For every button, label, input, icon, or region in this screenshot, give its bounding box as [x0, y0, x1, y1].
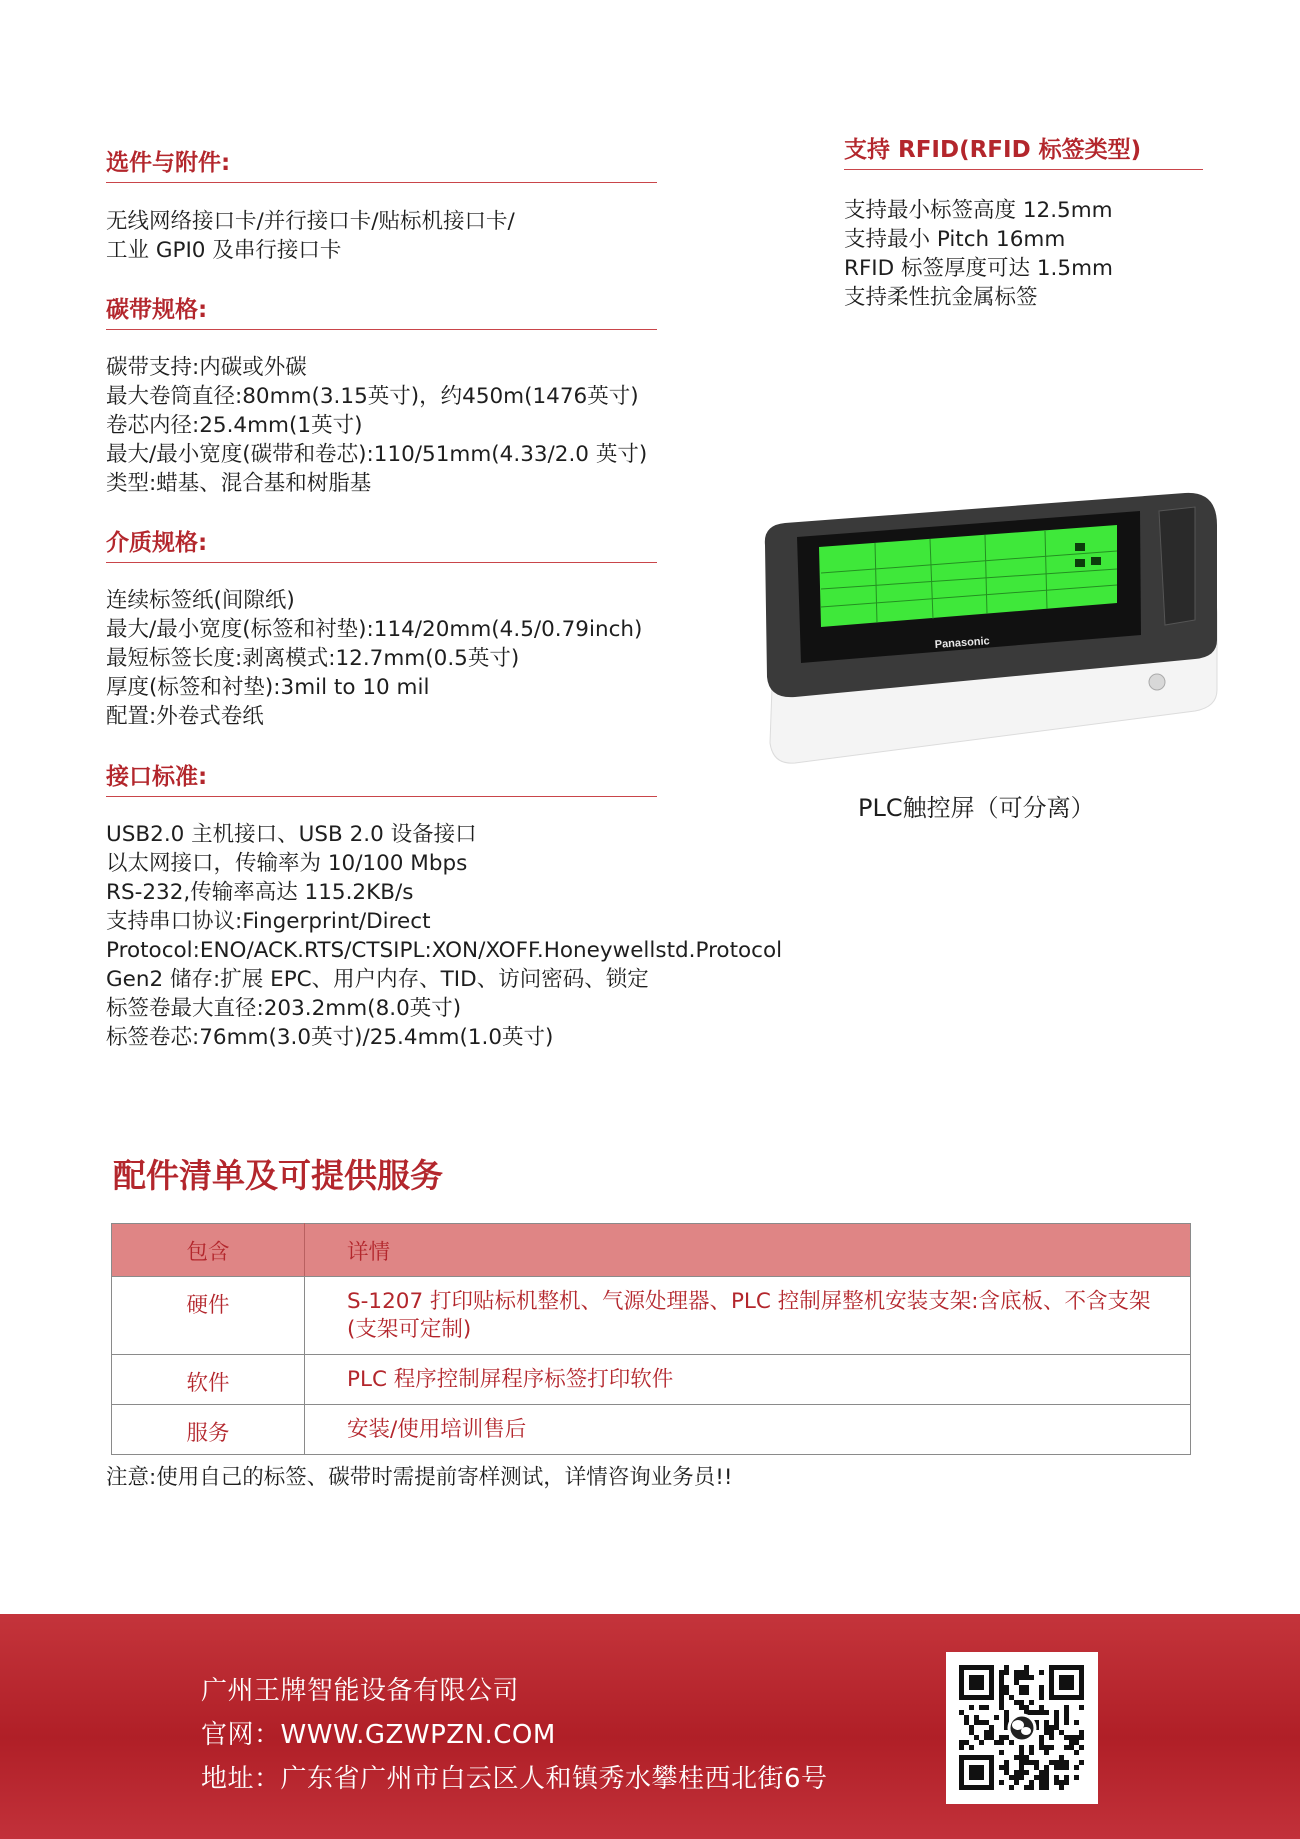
ribbon-line: 卷芯内径:25.4mm(1英寸) — [106, 413, 363, 438]
table-header-row — [112, 1224, 1191, 1277]
accessories-note: 注意:使用自己的标签、碳带时需提前寄样测试，详情咨询业务员!! — [106, 1465, 733, 1490]
options-line: 工业 GPI0 及串行接口卡 — [106, 238, 342, 263]
interface-line: USB2.0 主机接口、USB 2.0 设备接口 — [106, 822, 477, 847]
interface-section-title: 接口标准: — [106, 762, 657, 797]
wechat-qr-code — [946, 1652, 1098, 1804]
ribbon-line: 碳带支持:内碳或外碳 — [106, 355, 307, 380]
interface-line: 支持串口协议:Fingerprint/Direct — [106, 909, 431, 934]
media-line: 最短标签长度:剥离模式:12.7mm(0.5英寸) — [106, 646, 520, 671]
accessories-table — [111, 1223, 1191, 1455]
media-line: 最大/最小宽度(标签和衬垫):114/20mm(4.5/0.79inch) — [106, 617, 643, 642]
accessories-title: 配件清单及可提供服务 — [113, 1156, 443, 1195]
table-cell-detail: PLC 程序控制屏程序标签打印软件 — [305, 1355, 1191, 1405]
media-section-body — [106, 586, 642, 731]
table-row — [112, 1277, 1191, 1355]
footer-banner — [0, 1614, 1300, 1839]
footer-website: 官网：WWW.GZWPZN.COM — [201, 1720, 556, 1750]
interface-line: 标签卷芯:76mm(3.0英寸)/25.4mm(1.0英寸) — [106, 1025, 554, 1050]
media-line: 连续标签纸(间隙纸) — [106, 588, 295, 613]
interface-line: 标签卷最大直径:203.2mm(8.0英寸) — [106, 996, 462, 1021]
interface-line: Gen2 储存:扩展 EPC、用户内存、TID、访问密码、锁定 — [106, 967, 649, 992]
media-line: 厚度(标签和衬垫):3mil to 10 mil — [106, 675, 430, 700]
device-caption: PLC触控屏（可分离） — [858, 794, 1095, 822]
interface-line: 以太网接口，传输率为 10/100 Mbps — [106, 851, 468, 876]
table-header-details: 详情 — [305, 1224, 1191, 1277]
qr-code-pattern — [946, 1652, 1098, 1804]
rfid-section-body — [844, 196, 1113, 312]
table-row — [112, 1355, 1191, 1405]
ribbon-section-body — [106, 353, 647, 498]
media-line: 配置:外卷式卷纸 — [106, 704, 264, 729]
table-row — [112, 1405, 1191, 1455]
ribbon-line: 类型:蜡基、混合基和树脂基 — [106, 471, 372, 496]
interface-line: RS-232,传输率高达 115.2KB/s — [106, 880, 414, 905]
footer-address: 地址：广东省广州市白云区人和镇秀水攀桂西北街6号 — [201, 1764, 828, 1794]
table-header-include: 包含 — [112, 1224, 305, 1277]
table-cell-detail: S-1207 打印贴标机整机、气源处理器、PLC 控制屏整机安装支架:含底板、不含支架(支架可定制) — [305, 1277, 1191, 1355]
table-cell-item: 硬件 — [112, 1277, 305, 1355]
options-line: 无线网络接口卡/并行接口卡/贴标机接口卡/ — [106, 209, 515, 234]
device-brand-logo: Panasonic — [934, 635, 991, 651]
ribbon-section-title: 碳带规格: — [106, 295, 657, 330]
ribbon-line: 最大/最小宽度(碳带和卷芯):110/51mm(4.33/2.0 英寸) — [106, 442, 648, 467]
table-cell-detail: 安装/使用培训售后 — [305, 1405, 1191, 1455]
media-section-title: 介质规格: — [106, 528, 657, 563]
ribbon-line: 最大卷筒直径:80mm(3.15英寸)，约450m(1476英寸) — [106, 384, 639, 409]
options-section-body — [106, 207, 515, 265]
rfid-line: RFID 标签厚度可达 1.5mm — [844, 256, 1113, 281]
interface-section-body — [106, 820, 782, 1052]
table-cell-item: 软件 — [112, 1355, 305, 1405]
interface-line: Protocol:ENO/ACK.RTS/CTSIPL:XON/XOFF.Honeywellstd.Protocol — [106, 938, 783, 963]
options-section-title: 选件与附件: — [106, 148, 657, 183]
footer-company: 广州王牌智能设备有限公司 — [201, 1676, 520, 1706]
rfid-line: 支持最小 Pitch 16mm — [844, 227, 1066, 252]
table-cell-item: 服务 — [112, 1405, 305, 1455]
rfid-section-title: 支持 RFID(RFID 标签类型) — [844, 135, 1203, 170]
rfid-line: 支持柔性抗金属标签 — [844, 285, 1038, 310]
rfid-line: 支持最小标签高度 12.5mm — [844, 198, 1113, 223]
plc-touchscreen-image — [755, 485, 1225, 775]
